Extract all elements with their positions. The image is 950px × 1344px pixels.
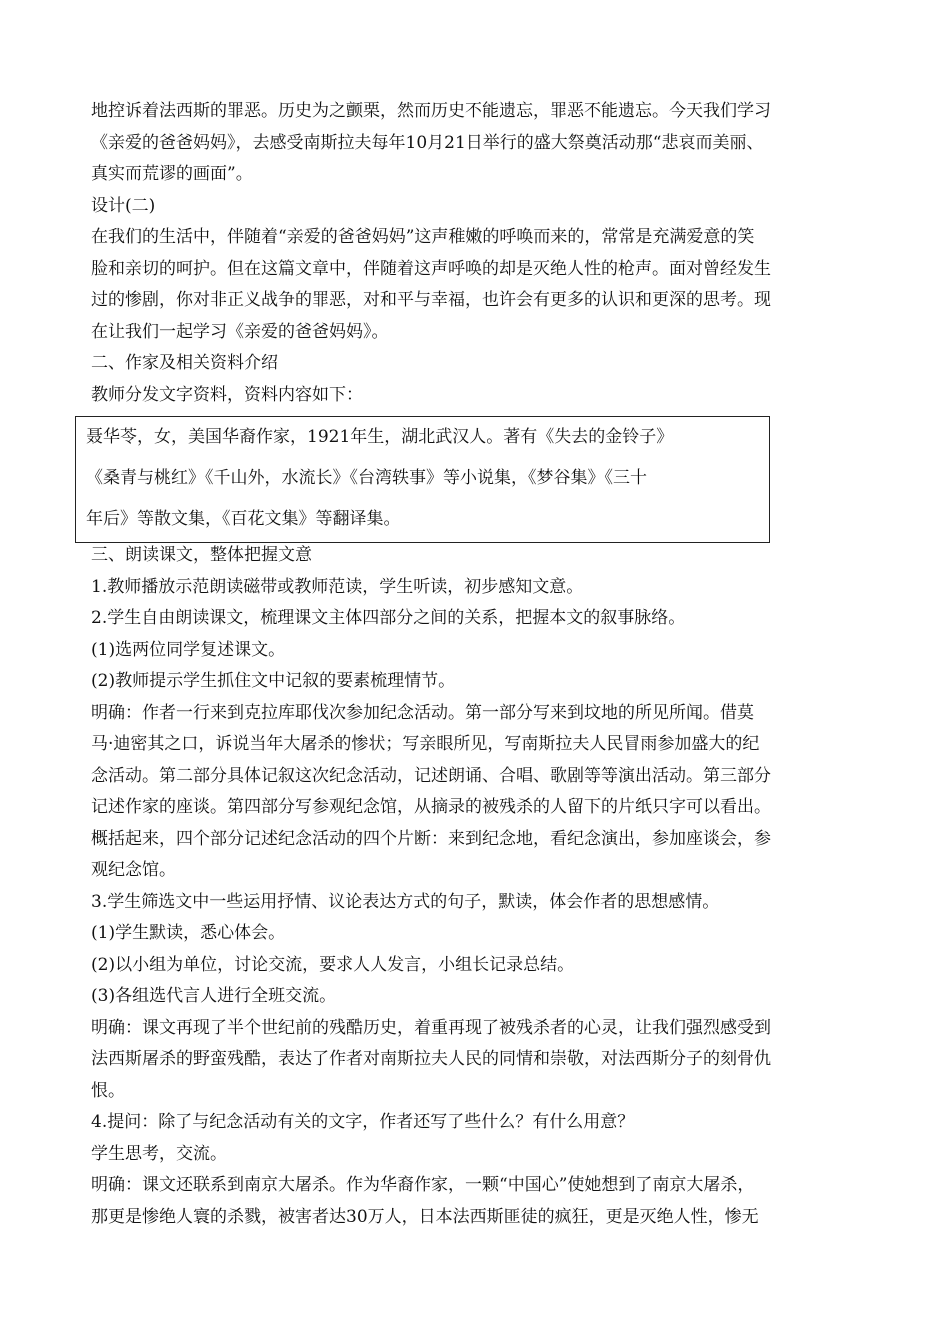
text-line: 法西斯屠杀的野蛮残酷，表达了作者对南斯拉夫人民的同情和崇敬，对法西斯分子的刻骨仇	[91, 1049, 771, 1069]
text-line: 那更是惨绝人寰的杀戮，被害者达30万人，日本法西斯匪徒的疯狂，更是灭绝人性，惨无	[91, 1206, 759, 1227]
text-line: 《亲爱的爸爸妈妈》，去感受南斯拉夫每年10月21日举行的盛大祭奠活动那“悲哀而美丽、	[91, 132, 764, 153]
text-line: 明确：课文再现了半个世纪前的残酷历史，着重再现了被残杀者的心灵，让我们强烈感受到	[91, 1017, 771, 1038]
text-line: 2.学生自由朗读课文，梳理课文主体四部分之间的关系，把握本文的叙事脉络。	[91, 608, 686, 628]
text-line: 在让我们一起学习《亲爱的爸爸妈妈》。	[91, 321, 389, 342]
text-line: 记述作家的座谈。第四部分写参观纪念馆，从摘录的被残杀的人留下的片纸只字可以看出。	[91, 797, 771, 817]
text-line: 学生思考，交流。	[91, 1143, 227, 1164]
info-line: 聂华苓，女，美国华裔作家，1921年生，湖北武汉人。著有《失去的金铃子》	[86, 427, 674, 447]
text-line: 脸和亲切的呵护。但在这篇文章中，伴随着这声呼唤的却是灭绝人性的枪声。面对曾经发生	[91, 258, 771, 279]
text-line: 教师分发文字资料，资料内容如下：	[91, 384, 363, 405]
author-info-box	[75, 416, 770, 543]
text-line: 1.教师播放示范朗读磁带或教师范读，学生听读，初步感知文意。	[91, 576, 584, 597]
text-block-2	[91, 540, 871, 1233]
text-line: (2)以小组为单位，讨论交流，要求人人发言，小组长记录总结。	[91, 954, 575, 975]
text-line: (2)教师提示学生抓住文中记叙的要素梳理情节。	[91, 671, 456, 691]
text-line: 马·迪密其之口，诉说当年大屠杀的惨状；写亲眼所见，写南斯拉夫人民冒雨参加盛大的纪	[91, 734, 760, 754]
text-line: 真实而荒谬的画面”。	[91, 164, 253, 184]
text-line: 明确：课文还联系到南京大屠杀。作为华裔作家，一颗“中国心”使她想到了南京大屠杀，	[91, 1175, 755, 1195]
text-line: 过的惨剧，你对非正义战争的罪恶，对和平与幸福，也许会有更多的认识和更深的思考。现	[91, 290, 771, 310]
text-line: 概括起来，四个部分记述纪念活动的四个片断：来到纪念地，看纪念演出，参加座谈会，参	[91, 828, 771, 849]
text-line: 恨。	[91, 1080, 125, 1101]
section-heading: 设计(二)	[91, 195, 156, 216]
text-line: (1)学生默读，悉心体会。	[91, 923, 286, 943]
text-line: 3.学生筛选文中一些运用抒情、议论表达方式的句子，默读，体会作者的思想感情。	[91, 891, 720, 912]
info-line: 《桑青与桃红》《千山外，水流长》《台湾轶事》等小说集，《梦谷集》《三十	[86, 468, 647, 488]
text-line: 明确：作者一行来到克拉库耶伐次参加纪念活动。第一部分写来到坟地的所见所闻。借莫	[91, 702, 754, 723]
text-line: 观纪念馆。	[91, 860, 176, 880]
text-line: 4.提问：除了与纪念活动有关的文字，作者还写了些什么？有什么用意？	[91, 1112, 635, 1132]
info-line: 年后》等散文集，《百花文集》等翻译集。	[86, 509, 401, 529]
text-line: 地控诉着法西斯的罪恶。历史为之颤栗，然而历史不能遗忘，罪恶不能遗忘。今天我们学习	[91, 101, 771, 121]
text-line: (1)选两位同学复述课文。	[91, 639, 286, 660]
text-block-1	[91, 96, 871, 411]
section-heading: 二、作家及相关资料介绍	[91, 353, 278, 373]
text-line: (3)各组选代言人进行全班交流。	[91, 986, 337, 1006]
section-heading: 三、朗读课文，整体把握文意	[91, 545, 312, 565]
text-line: 念活动。第二部分具体记叙这次纪念活动，记述朗诵、合唱、歌剧等等演出活动。第三部分	[91, 765, 771, 786]
text-line: 在我们的生活中，伴随着“亲爱的爸爸妈妈”这声稚嫩的呼唤而来的，常常是充满爱意的笑	[91, 227, 755, 247]
